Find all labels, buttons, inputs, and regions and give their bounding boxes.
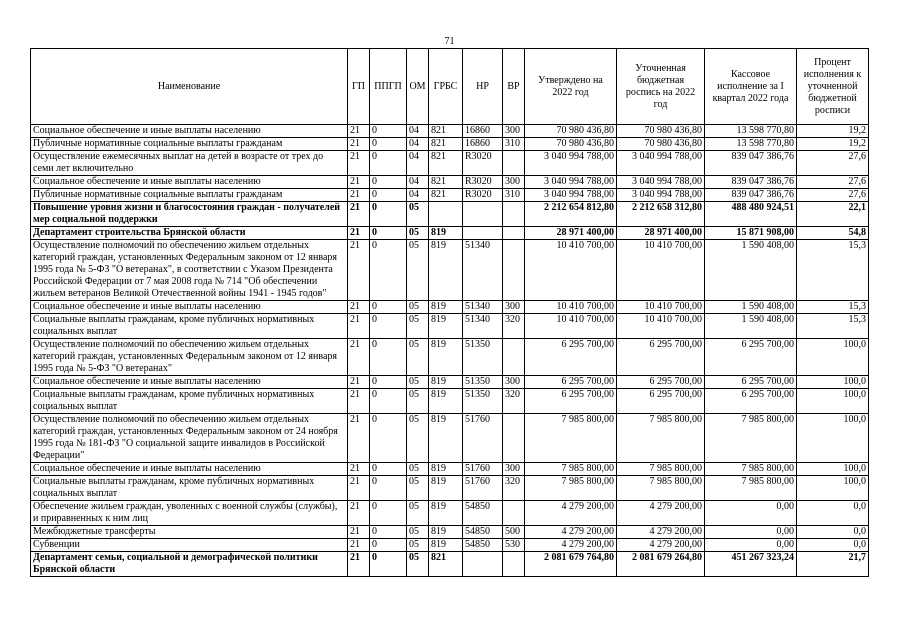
cell-cash: 839 047 386,76 <box>705 189 797 202</box>
cell-cash: 1 590 408,00 <box>705 314 797 339</box>
cell-np: 51340 <box>463 314 503 339</box>
table-row <box>31 389 869 414</box>
cell-name: Социальные выплаты гражданам, кроме публичных нормативных социальных выплат <box>31 476 348 501</box>
cell-np: 51760 <box>463 414 503 463</box>
cell-np: R3020 <box>463 189 503 202</box>
cell-gp: 21 <box>348 176 370 189</box>
cell-refined: 4 279 200,00 <box>617 501 705 526</box>
cell-name: Субвенции <box>31 539 348 552</box>
cell-om: 05 <box>407 552 429 577</box>
cell-ppgp: 0 <box>370 202 407 227</box>
cell-gp: 21 <box>348 552 370 577</box>
cell-ppgp: 0 <box>370 539 407 552</box>
cell-refined: 28 971 400,00 <box>617 227 705 240</box>
cell-grbs: 819 <box>429 301 463 314</box>
cell-approved: 6 295 700,00 <box>525 339 617 376</box>
cell-ppgp: 0 <box>370 314 407 339</box>
cell-cash: 6 295 700,00 <box>705 389 797 414</box>
cell-cash: 7 985 800,00 <box>705 476 797 501</box>
cell-np: 51350 <box>463 376 503 389</box>
cell-percent: 15,3 <box>797 301 869 314</box>
table-header-row <box>31 49 869 125</box>
cell-refined: 10 410 700,00 <box>617 301 705 314</box>
cell-vr <box>503 552 525 577</box>
cell-gp: 21 <box>348 414 370 463</box>
cell-np: 54850 <box>463 501 503 526</box>
cell-cash: 6 295 700,00 <box>705 376 797 389</box>
cell-vr <box>503 240 525 301</box>
cell-om: 05 <box>407 227 429 240</box>
cell-name: Социальные выплаты гражданам, кроме публичных нормативных социальных выплат <box>31 389 348 414</box>
cell-cash: 0,00 <box>705 539 797 552</box>
cell-ppgp: 0 <box>370 339 407 376</box>
cell-grbs: 819 <box>429 339 463 376</box>
cell-refined: 7 985 800,00 <box>617 476 705 501</box>
cell-np <box>463 552 503 577</box>
cell-om: 05 <box>407 389 429 414</box>
cell-ppgp: 0 <box>370 463 407 476</box>
cell-approved: 70 980 436,80 <box>525 125 617 138</box>
cell-approved: 2 081 679 764,80 <box>525 552 617 577</box>
cell-percent: 27,6 <box>797 176 869 189</box>
header-percent: Процент исполнения к уточненной бюджетной росписи <box>797 49 869 125</box>
table-row <box>31 301 869 314</box>
cell-om: 04 <box>407 151 429 176</box>
table-row <box>31 125 869 138</box>
cell-grbs: 819 <box>429 501 463 526</box>
cell-grbs: 821 <box>429 125 463 138</box>
cell-percent: 15,3 <box>797 314 869 339</box>
cell-gp: 21 <box>348 389 370 414</box>
header-refined: Уточненная бюджетная роспись на 2022 год <box>617 49 705 125</box>
cell-cash: 839 047 386,76 <box>705 151 797 176</box>
cell-gp: 21 <box>348 301 370 314</box>
cell-np: 54850 <box>463 526 503 539</box>
cell-refined: 2 081 679 264,80 <box>617 552 705 577</box>
cell-vr <box>503 501 525 526</box>
cell-np: 51760 <box>463 476 503 501</box>
table-row <box>31 227 869 240</box>
cell-percent: 0,0 <box>797 539 869 552</box>
cell-name: Социальное обеспечение и иные выплаты населению <box>31 376 348 389</box>
cell-vr: 300 <box>503 125 525 138</box>
cell-np: 51760 <box>463 463 503 476</box>
cell-grbs: 819 <box>429 539 463 552</box>
table-row <box>31 189 869 202</box>
cell-name: Публичные нормативные социальные выплаты гражданам <box>31 138 348 151</box>
cell-ppgp: 0 <box>370 151 407 176</box>
cell-om: 05 <box>407 463 429 476</box>
cell-cash: 15 871 908,00 <box>705 227 797 240</box>
cell-percent: 54,8 <box>797 227 869 240</box>
cell-cash: 1 590 408,00 <box>705 301 797 314</box>
cell-vr: 310 <box>503 189 525 202</box>
header-name: Наименование <box>31 49 348 125</box>
cell-np: 51350 <box>463 339 503 376</box>
cell-vr: 310 <box>503 138 525 151</box>
cell-np: 16860 <box>463 125 503 138</box>
cell-np: 51340 <box>463 240 503 301</box>
cell-gp: 21 <box>348 376 370 389</box>
cell-percent: 100,0 <box>797 414 869 463</box>
cell-gp: 21 <box>348 151 370 176</box>
cell-ppgp: 0 <box>370 389 407 414</box>
cell-refined: 10 410 700,00 <box>617 314 705 339</box>
cell-np: 51340 <box>463 301 503 314</box>
cell-name: Социальное обеспечение и иные выплаты населению <box>31 176 348 189</box>
cell-om: 05 <box>407 202 429 227</box>
cell-gp: 21 <box>348 138 370 151</box>
cell-gp: 21 <box>348 202 370 227</box>
cell-name: Обеспечение жильем граждан, уволенных с военной службы (службы), и приравненных к ним лиц <box>31 501 348 526</box>
cell-vr <box>503 339 525 376</box>
table-row <box>31 414 869 463</box>
cell-vr: 530 <box>503 539 525 552</box>
cell-om: 05 <box>407 414 429 463</box>
cell-np <box>463 202 503 227</box>
cell-refined: 4 279 200,00 <box>617 539 705 552</box>
cell-cash: 0,00 <box>705 501 797 526</box>
cell-om: 04 <box>407 138 429 151</box>
cell-gp: 21 <box>348 189 370 202</box>
table-row <box>31 176 869 189</box>
cell-grbs: 821 <box>429 151 463 176</box>
cell-refined: 10 410 700,00 <box>617 240 705 301</box>
cell-name: Социальные выплаты гражданам, кроме публичных нормативных социальных выплат <box>31 314 348 339</box>
cell-approved: 4 279 200,00 <box>525 539 617 552</box>
cell-refined: 7 985 800,00 <box>617 463 705 476</box>
cell-refined: 70 980 436,80 <box>617 138 705 151</box>
cell-refined: 7 985 800,00 <box>617 414 705 463</box>
cell-om: 05 <box>407 301 429 314</box>
cell-om: 05 <box>407 526 429 539</box>
table-row <box>31 501 869 526</box>
cell-ppgp: 0 <box>370 301 407 314</box>
cell-approved: 7 985 800,00 <box>525 414 617 463</box>
cell-vr: 300 <box>503 376 525 389</box>
cell-cash: 1 590 408,00 <box>705 240 797 301</box>
cell-gp: 21 <box>348 125 370 138</box>
cell-grbs: 819 <box>429 240 463 301</box>
cell-name: Департамент семьи, социальной и демографической политики Брянской области <box>31 552 348 577</box>
cell-approved: 28 971 400,00 <box>525 227 617 240</box>
table-row <box>31 240 869 301</box>
cell-name: Социальное обеспечение и иные выплаты населению <box>31 301 348 314</box>
table-row <box>31 476 869 501</box>
cell-gp: 21 <box>348 227 370 240</box>
cell-percent: 100,0 <box>797 376 869 389</box>
cell-percent: 100,0 <box>797 389 869 414</box>
cell-percent: 100,0 <box>797 463 869 476</box>
table-row <box>31 463 869 476</box>
cell-cash: 6 295 700,00 <box>705 339 797 376</box>
page-number: 71 <box>444 36 455 47</box>
cell-cash: 451 267 323,24 <box>705 552 797 577</box>
cell-grbs <box>429 202 463 227</box>
cell-grbs: 821 <box>429 189 463 202</box>
header-cash: Кассовое исполнение за I квартал 2022 года <box>705 49 797 125</box>
cell-approved: 7 985 800,00 <box>525 476 617 501</box>
cell-gp: 21 <box>348 240 370 301</box>
cell-vr <box>503 151 525 176</box>
cell-gp: 21 <box>348 476 370 501</box>
cell-refined: 4 279 200,00 <box>617 526 705 539</box>
table-row <box>31 202 869 227</box>
cell-approved: 4 279 200,00 <box>525 501 617 526</box>
cell-ppgp: 0 <box>370 501 407 526</box>
cell-cash: 839 047 386,76 <box>705 176 797 189</box>
cell-approved: 3 040 994 788,00 <box>525 151 617 176</box>
cell-percent: 21,7 <box>797 552 869 577</box>
cell-grbs: 819 <box>429 414 463 463</box>
table-row <box>31 552 869 577</box>
header-approved: Утверждено на 2022 год <box>525 49 617 125</box>
cell-grbs: 821 <box>429 138 463 151</box>
header-np: НР <box>463 49 503 125</box>
cell-ppgp: 0 <box>370 138 407 151</box>
cell-cash: 0,00 <box>705 526 797 539</box>
cell-np: 54850 <box>463 539 503 552</box>
cell-approved: 70 980 436,80 <box>525 138 617 151</box>
cell-vr: 320 <box>503 389 525 414</box>
cell-vr <box>503 202 525 227</box>
cell-name: Департамент строительства Брянской области <box>31 227 348 240</box>
cell-vr <box>503 414 525 463</box>
cell-cash: 7 985 800,00 <box>705 414 797 463</box>
cell-approved: 3 040 994 788,00 <box>525 176 617 189</box>
cell-ppgp: 0 <box>370 552 407 577</box>
cell-cash: 7 985 800,00 <box>705 463 797 476</box>
cell-grbs: 819 <box>429 476 463 501</box>
cell-refined: 3 040 994 788,00 <box>617 151 705 176</box>
cell-np: 16860 <box>463 138 503 151</box>
cell-gp: 21 <box>348 339 370 376</box>
cell-cash: 13 598 770,80 <box>705 125 797 138</box>
cell-vr: 300 <box>503 176 525 189</box>
cell-approved: 4 279 200,00 <box>525 526 617 539</box>
cell-name: Повышение уровня жизни и благосостояния граждан - получателей мер социальной поддержки <box>31 202 348 227</box>
cell-approved: 2 212 654 812,80 <box>525 202 617 227</box>
header-gp: ГП <box>348 49 370 125</box>
cell-gp: 21 <box>348 539 370 552</box>
cell-name: Осуществление полномочий по обеспечению жильем отдельных категорий граждан, установленных Федеральным законом от 24 ноября 1995 года № 181-ФЗ "О социальной защите инвалидов в Российской Федерации" <box>31 414 348 463</box>
cell-vr: 300 <box>503 463 525 476</box>
cell-vr: 500 <box>503 526 525 539</box>
cell-om: 04 <box>407 176 429 189</box>
cell-om: 05 <box>407 476 429 501</box>
cell-om: 05 <box>407 539 429 552</box>
cell-refined: 2 212 658 312,80 <box>617 202 705 227</box>
cell-name: Социальное обеспечение и иные выплаты населению <box>31 125 348 138</box>
cell-approved: 10 410 700,00 <box>525 301 617 314</box>
cell-grbs: 819 <box>429 463 463 476</box>
cell-om: 05 <box>407 240 429 301</box>
cell-approved: 6 295 700,00 <box>525 389 617 414</box>
cell-approved: 10 410 700,00 <box>525 240 617 301</box>
cell-percent: 0,0 <box>797 501 869 526</box>
cell-ppgp: 0 <box>370 526 407 539</box>
cell-vr <box>503 227 525 240</box>
cell-om: 05 <box>407 339 429 376</box>
cell-cash: 488 480 924,51 <box>705 202 797 227</box>
cell-ppgp: 0 <box>370 227 407 240</box>
cell-om: 05 <box>407 501 429 526</box>
cell-ppgp: 0 <box>370 414 407 463</box>
cell-gp: 21 <box>348 526 370 539</box>
cell-percent: 27,6 <box>797 151 869 176</box>
cell-vr: 300 <box>503 301 525 314</box>
cell-approved: 7 985 800,00 <box>525 463 617 476</box>
cell-vr: 320 <box>503 476 525 501</box>
cell-grbs: 819 <box>429 376 463 389</box>
cell-ppgp: 0 <box>370 240 407 301</box>
header-vr: ВР <box>503 49 525 125</box>
header-ppgp: ППГП <box>370 49 407 125</box>
header-om: ОМ <box>407 49 429 125</box>
cell-approved: 10 410 700,00 <box>525 314 617 339</box>
cell-percent: 100,0 <box>797 476 869 501</box>
cell-percent: 15,3 <box>797 240 869 301</box>
table-row <box>31 526 869 539</box>
cell-ppgp: 0 <box>370 376 407 389</box>
header-grbs: ГРБС <box>429 49 463 125</box>
cell-grbs: 819 <box>429 526 463 539</box>
cell-np: R3020 <box>463 176 503 189</box>
cell-om: 04 <box>407 125 429 138</box>
cell-percent: 0,0 <box>797 526 869 539</box>
cell-grbs: 819 <box>429 227 463 240</box>
cell-percent: 100,0 <box>797 339 869 376</box>
cell-name: Социальное обеспечение и иные выплаты населению <box>31 463 348 476</box>
cell-ppgp: 0 <box>370 476 407 501</box>
cell-refined: 70 980 436,80 <box>617 125 705 138</box>
cell-np: 51350 <box>463 389 503 414</box>
cell-approved: 3 040 994 788,00 <box>525 189 617 202</box>
cell-percent: 27,6 <box>797 189 869 202</box>
cell-cash: 13 598 770,80 <box>705 138 797 151</box>
cell-ppgp: 0 <box>370 125 407 138</box>
cell-om: 04 <box>407 189 429 202</box>
cell-grbs: 819 <box>429 314 463 339</box>
cell-name: Межбюджетные трансферты <box>31 526 348 539</box>
cell-refined: 3 040 994 788,00 <box>617 176 705 189</box>
cell-gp: 21 <box>348 501 370 526</box>
cell-name: Публичные нормативные социальные выплаты гражданам <box>31 189 348 202</box>
cell-gp: 21 <box>348 314 370 339</box>
cell-percent: 19,2 <box>797 125 869 138</box>
cell-approved: 6 295 700,00 <box>525 376 617 389</box>
cell-grbs: 821 <box>429 552 463 577</box>
cell-percent: 22,1 <box>797 202 869 227</box>
budget-execution-table <box>30 48 869 577</box>
cell-gp: 21 <box>348 463 370 476</box>
cell-refined: 3 040 994 788,00 <box>617 189 705 202</box>
cell-name: Осуществление полномочий по обеспечению жильем отдельных категорий граждан, установленных Федеральным законом от 12 января 1995 года № 5-ФЗ "О ветеранах", в соответствии с Указом Президента Российской Федерации от 7 мая 2008 года № 714 "Об обеспечении жильем ветеранов Великой Отечественной войны 1941 - 1945 годов" <box>31 240 348 301</box>
table-row <box>31 376 869 389</box>
cell-np <box>463 227 503 240</box>
cell-ppgp: 0 <box>370 176 407 189</box>
table-row <box>31 151 869 176</box>
cell-refined: 6 295 700,00 <box>617 339 705 376</box>
cell-np: R3020 <box>463 151 503 176</box>
cell-om: 05 <box>407 314 429 339</box>
cell-ppgp: 0 <box>370 189 407 202</box>
cell-om: 05 <box>407 376 429 389</box>
cell-name: Осуществление ежемесячных выплат на детей в возрасте от трех до семи лет включительно <box>31 151 348 176</box>
cell-vr: 320 <box>503 314 525 339</box>
cell-refined: 6 295 700,00 <box>617 389 705 414</box>
cell-refined: 6 295 700,00 <box>617 376 705 389</box>
cell-name: Осуществление полномочий по обеспечению жильем отдельных категорий граждан, установленных Федеральным законом от 12 января 1995 года № 5-ФЗ "О ветеранах" <box>31 339 348 376</box>
table-row <box>31 314 869 339</box>
table-row <box>31 339 869 376</box>
cell-percent: 19,2 <box>797 138 869 151</box>
table-row <box>31 138 869 151</box>
cell-grbs: 819 <box>429 389 463 414</box>
table-row <box>31 539 869 552</box>
cell-grbs: 821 <box>429 176 463 189</box>
